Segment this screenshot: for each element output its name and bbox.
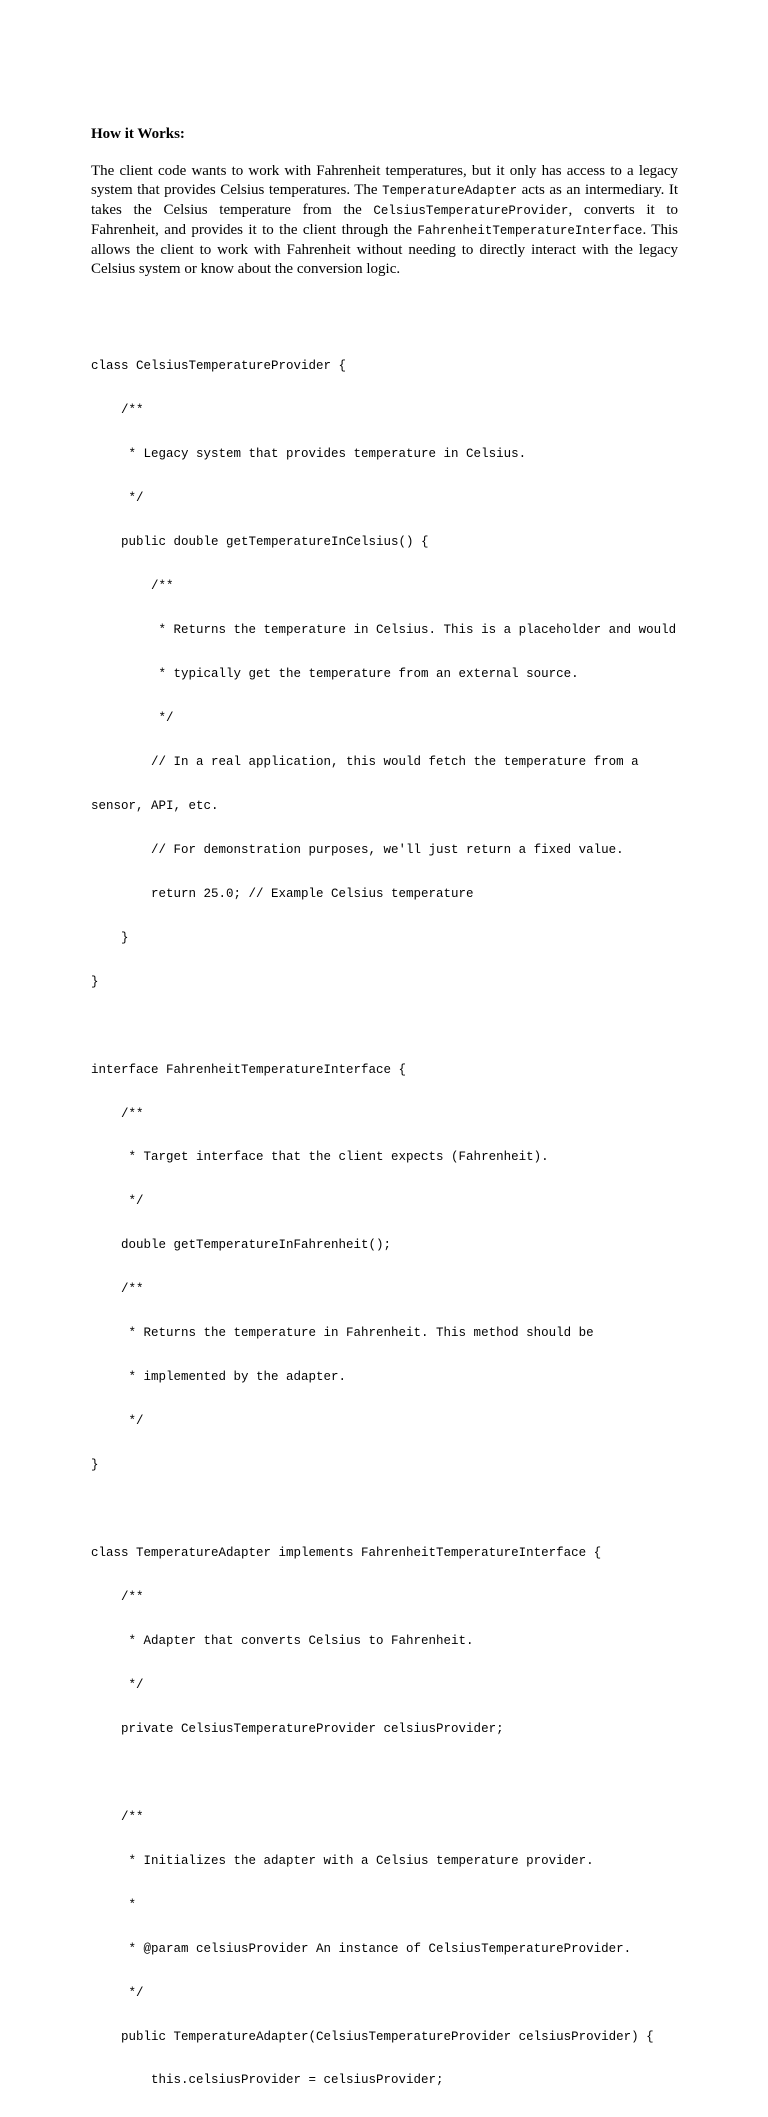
code-line: * typically get the temperature from an external source. <box>91 666 579 681</box>
code-line: class CelsiusTemperatureProvider { <box>91 359 347 374</box>
code-line <box>91 1766 676 1781</box>
code-line: sensor, API, etc. <box>91 798 219 813</box>
code-line: // For demonstration purposes, we'll just return a fixed value. <box>91 842 624 857</box>
code-block <box>91 330 676 2117</box>
code-line: } <box>91 974 99 989</box>
code-line: private CelsiusTemperatureProvider celsiusProvider; <box>91 1721 504 1736</box>
code-line: * Returns the temperature in Celsius. This is a placeholder and would <box>91 623 677 638</box>
code-line <box>91 1502 676 1517</box>
code-line: } <box>91 930 129 945</box>
code-line: /** <box>91 1106 144 1121</box>
code-line: * Initializes the adapter with a Celsius temperature provider. <box>91 1853 594 1868</box>
code-line: */ <box>91 1985 144 2000</box>
code-line: return 25.0; // Example Celsius temperature <box>91 886 474 901</box>
code-line: */ <box>91 1677 144 1692</box>
code-line: /** <box>91 1282 144 1297</box>
paragraph-text: acts as an intermediary. It takes the Celsius temperature from the <box>91 182 678 218</box>
code-line: * Returns the temperature in Fahrenheit. This method should be <box>91 1326 594 1341</box>
code-line: * implemented by the adapter. <box>91 1370 347 1385</box>
code-line: // In a real application, this would fetch the temperature from a <box>91 754 639 769</box>
paragraph-text: . This allows the client to work with Fahrenheit without needing to directly interact with the legacy Celsius system or know about the conversion logic. <box>91 222 678 277</box>
code-line: /** <box>91 403 144 418</box>
paragraph-text: , converts it to Fahrenheit, and provides it to the client through the <box>91 202 678 238</box>
code-line: public TemperatureAdapter(CelsiusTemperatureProvider celsiusProvider) { <box>91 2029 654 2044</box>
code-line: /** <box>91 579 174 594</box>
code-line: this.celsiusProvider = celsiusProvider; <box>91 2073 444 2088</box>
code-line: */ <box>91 1194 144 1209</box>
code-line: * @param celsiusProvider An instance of CelsiusTemperatureProvider. <box>91 1941 632 1956</box>
code-line: interface FahrenheitTemperatureInterface { <box>91 1062 407 1077</box>
section-heading: How it Works: <box>91 126 185 142</box>
inline-code-interface: FahrenheitTemperatureInterface <box>417 224 643 238</box>
code-line: * Target interface that the client expects (Fahrenheit). <box>91 1150 549 1165</box>
code-line: /** <box>91 1590 144 1604</box>
inline-code-provider: CelsiusTemperatureProvider <box>373 204 569 218</box>
code-line: * Adapter that converts Celsius to Fahrenheit. <box>91 1633 474 1648</box>
code-line: * Legacy system that provides temperature in Celsius. <box>91 447 527 462</box>
code-line: double getTemperatureInFahrenheit(); <box>91 1238 392 1253</box>
paragraph-text: The client code wants to work with Fahrenheit temperatures, but it only has access to a legacy system that provides Celsius temperatures. The <box>91 163 678 198</box>
code-line: */ <box>91 491 144 506</box>
code-line: public double getTemperatureInCelsius() { <box>91 535 429 550</box>
code-line <box>91 1019 676 1034</box>
code-line: * <box>91 1897 137 1912</box>
code-line: */ <box>91 710 174 725</box>
code-line: */ <box>91 1414 144 1429</box>
code-line: /** <box>91 1809 144 1824</box>
explanation-paragraph <box>91 162 678 279</box>
inline-code-adapter: TemperatureAdapter <box>382 184 518 198</box>
code-line: class TemperatureAdapter implements FahrenheitTemperatureInterface { <box>91 1546 602 1561</box>
code-line: } <box>91 1458 99 1473</box>
